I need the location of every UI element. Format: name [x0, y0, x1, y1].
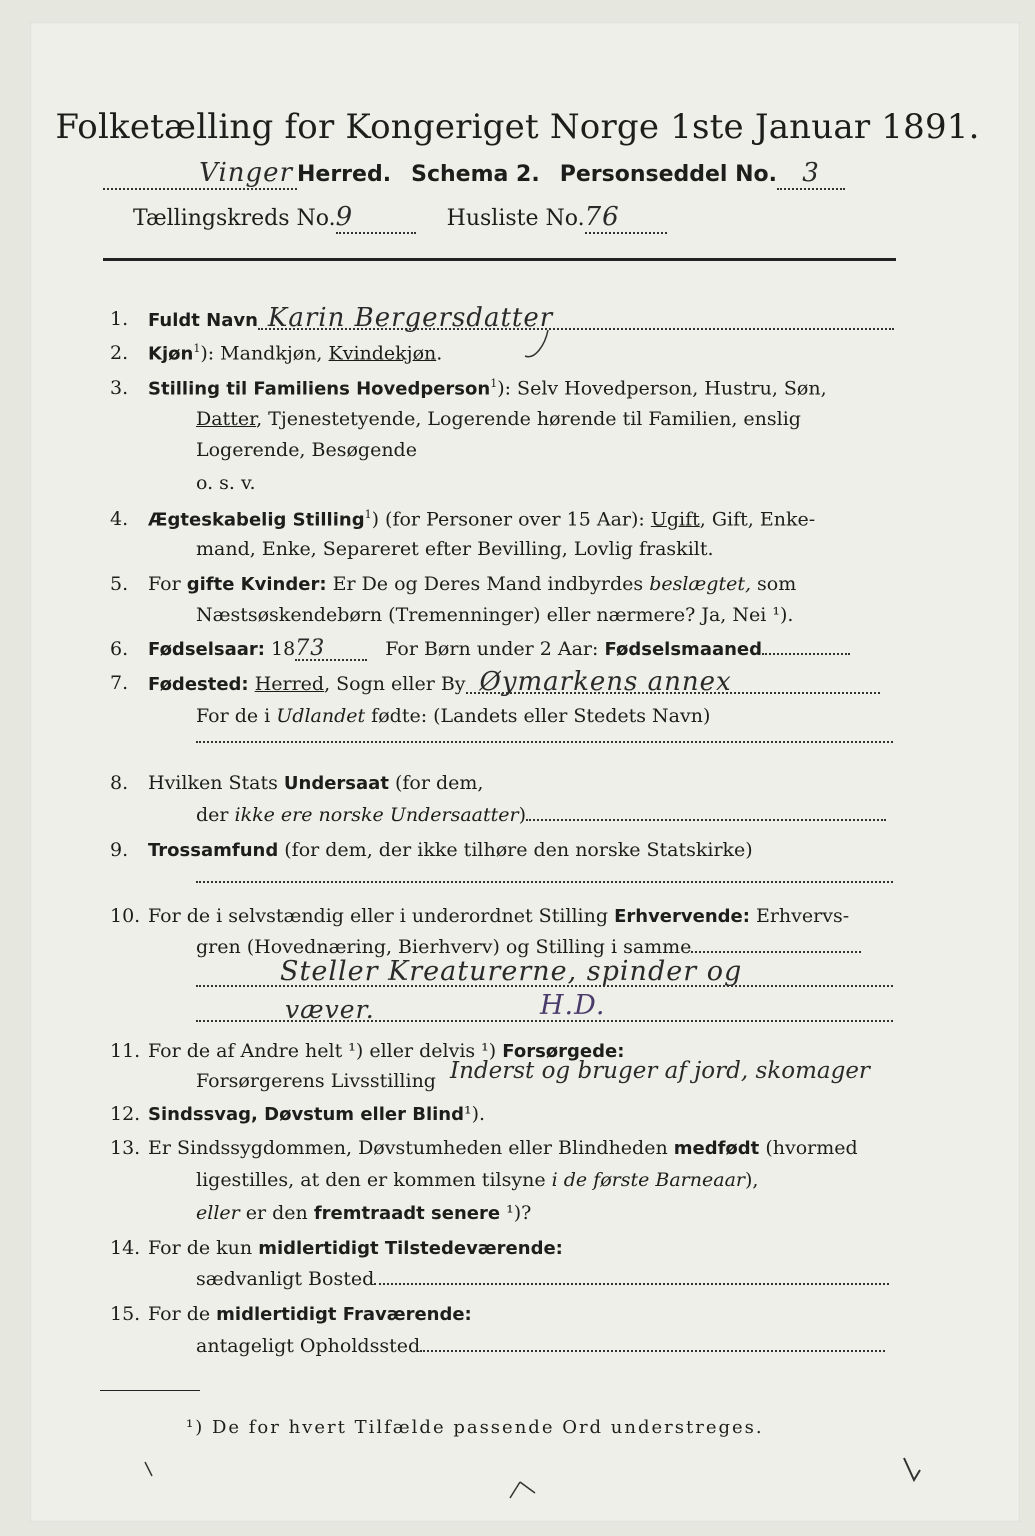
item-10-value3: H.D.: [540, 990, 606, 1021]
item-5-number: 5.: [110, 573, 129, 595]
item-13-number: 13.: [110, 1137, 141, 1159]
item-7-number: 7.: [110, 672, 129, 694]
item-15-label: midlertidigt Fraværende:: [216, 1304, 472, 1325]
item-2-label: Kjøn: [148, 343, 194, 365]
item-7-line2-italic: Udlandet: [276, 705, 366, 727]
item-8-text: (for dem,: [388, 772, 484, 794]
item-8-line2-italic: ikke ere norske Undersaatter: [234, 804, 519, 826]
item-3-line4: o. s. v.: [196, 472, 256, 494]
item-3-sup: 1: [490, 377, 498, 390]
item-14-label: midlertidigt Tilstedeværende:: [258, 1238, 563, 1259]
item-4-sup: 1: [364, 508, 372, 521]
item-13-end: (hvormed: [759, 1137, 858, 1159]
item-7-label: Fødested:: [148, 674, 249, 695]
item-13-prefix: Er Sindssygdommen, Døvstumheden eller Blindheden: [148, 1137, 674, 1159]
item-11-prefix: For de af Andre helt ¹) eller delvis ¹): [148, 1040, 503, 1062]
item-4-line2: mand, Enke, Separeret efter Bevilling, Lovlig fraskilt.: [196, 538, 714, 560]
item-13-label: medfødt: [673, 1138, 760, 1159]
kreds-label: Tællingskreds No.: [133, 206, 336, 231]
item-13-line2-c: ),: [745, 1169, 759, 1191]
item-12-sup: ¹).: [463, 1103, 486, 1125]
item-6-value: 73: [295, 639, 367, 661]
personseddel-label: Personseddel No.: [559, 162, 778, 187]
item-13-line3-italic: eller: [196, 1202, 240, 1224]
item-2-number: 2.: [110, 342, 129, 364]
item-3-number: 3.: [110, 377, 129, 399]
item-8-number: 8.: [110, 772, 129, 794]
item-5-prefix: For: [148, 573, 187, 595]
item-2-text: ): Mandkjøn,: [200, 342, 329, 365]
item-6-number: 6.: [110, 638, 129, 660]
item-8-line2-a: der: [196, 804, 235, 826]
item-3-line1: ): Selv Hovedperson, Hustru, Søn,: [497, 377, 827, 400]
item-6-label2: Fødselsmaaned: [604, 639, 763, 660]
item-5-text: Er De og Deres Mand indbyrdes: [326, 573, 650, 595]
item-14-prefix: For de kun: [148, 1237, 259, 1259]
husliste-value: 76: [585, 202, 667, 234]
item-7-text: , Sogn eller By: [324, 673, 466, 695]
item-11-number: 11.: [110, 1040, 141, 1062]
item-8-line2-c: ): [518, 804, 526, 826]
item-8-label: Undersaat: [283, 773, 389, 794]
item-5-line2: Næstsøskendebørn (Tremenninger) eller nærmere? Ja, Nei ¹).: [196, 604, 794, 626]
item-4-text: ) (for Personer over 15 Aar):: [371, 508, 651, 531]
item-6-label: Fødselsaar:: [148, 639, 265, 660]
item-10-value2: væver.: [285, 995, 375, 1024]
item-4-underlined: Ugift: [650, 508, 700, 531]
item-10-line2-text: gren (Hovednæring, Bierhverv) og Stilling i samme: [196, 936, 692, 958]
item-13-line2-italic: i de første Barneaar: [551, 1169, 745, 1191]
ink-mark-1: [510, 1482, 535, 1498]
item-5-italic: beslægtet,: [649, 573, 752, 595]
item-14-line2-text: sædvanligt Bosted: [196, 1268, 375, 1290]
item-10-end: Erhvervs-: [749, 905, 850, 927]
item-8-prefix: Hvilken Stats: [148, 772, 284, 794]
item-7-line2-a: For de i: [196, 705, 277, 727]
item-3-line2-text: , Tjenestetyende, Logerende hørende til Familien, enslig: [256, 408, 801, 430]
form-title: Folketælling for Kongeriget Norge 1ste Januar 1891.: [55, 107, 980, 147]
item-2-underlined: Kvindekjøn: [328, 342, 437, 365]
item-11-label: Forsørgede:: [502, 1041, 625, 1062]
husliste-label: Husliste No.: [446, 206, 585, 231]
kreds-value: 9: [336, 202, 416, 234]
item-4-label: Ægteskabelig Stilling: [148, 509, 365, 531]
item-12-label: Sindssvag, Døvstum eller Blind: [148, 1104, 464, 1125]
item-14-number: 14.: [110, 1237, 141, 1259]
personseddel-value: 3: [777, 158, 845, 190]
item-6-prefix: 18: [265, 638, 296, 660]
item-3-label: Stilling til Familiens Hovedperson: [148, 378, 491, 400]
ink-mark-2: [145, 1462, 152, 1476]
item-13-line3-label: fremtraadt senere: [313, 1203, 501, 1224]
herred-value: Vinger: [103, 158, 297, 190]
herred-label: Herred.: [297, 162, 392, 187]
item-3-underlined: Datter: [196, 408, 257, 430]
item-5-end: som: [751, 573, 797, 595]
ink-mark-3: [904, 1458, 920, 1480]
item-13-line2-a: ligestilles, at den er kommen tilsyne: [196, 1169, 552, 1191]
item-15-line2-text: antageligt Opholdssted: [196, 1335, 421, 1357]
item-9-number: 9.: [110, 839, 129, 861]
item-2-sup: 1: [193, 342, 201, 355]
item-10-label: Erhvervende:: [614, 906, 750, 927]
item-10-number: 10.: [110, 905, 141, 927]
item-1-number: 1.: [110, 308, 129, 330]
item-7-underlined: Herred: [254, 673, 325, 695]
item-4-number: 4.: [110, 508, 129, 530]
footnote: ¹) De for hvert Tilfælde passende Ord understreges.: [186, 1417, 764, 1438]
ink-mark-4: [525, 330, 548, 357]
item-6-text: For Børn under 2 Aar:: [385, 638, 605, 660]
item-1-value: Karin Bergersdatter: [258, 308, 894, 330]
item-7-value: Øymarkens annex: [466, 672, 880, 694]
item-11-line2-text: Forsørgerens Livsstilling: [196, 1070, 436, 1092]
item-12-number: 12.: [110, 1103, 141, 1125]
item-1-label: Fuldt Navn: [148, 310, 258, 331]
item-3-line3: Logerende, Besøgende: [196, 439, 417, 461]
item-5-label: gifte Kvinder:: [186, 574, 327, 595]
schema-label: Schema 2.: [411, 162, 540, 187]
item-13-line3-c: ¹)?: [500, 1202, 532, 1224]
item-10-value1: Steller Kreaturerne, spinder og: [280, 956, 743, 987]
item-10-prefix: For de i selvstændig eller i underordnet Stilling: [148, 905, 615, 927]
item-9-label: Trossamfund: [148, 840, 279, 861]
item-13-line3-b: er den: [239, 1202, 314, 1224]
item-11-value: Inderst og bruger af jord, skomager: [450, 1058, 870, 1084]
item-15-prefix: For de: [148, 1303, 217, 1325]
item-15-number: 15.: [110, 1303, 141, 1325]
item-4-end: , Gift, Enke-: [699, 508, 816, 531]
item-2-end: .: [436, 342, 443, 365]
item-7-line2-c: fødte: (Landets eller Stedets Navn): [365, 705, 711, 727]
item-9-text: (for dem, der ikke tilhøre den norske Statskirke): [278, 839, 753, 861]
